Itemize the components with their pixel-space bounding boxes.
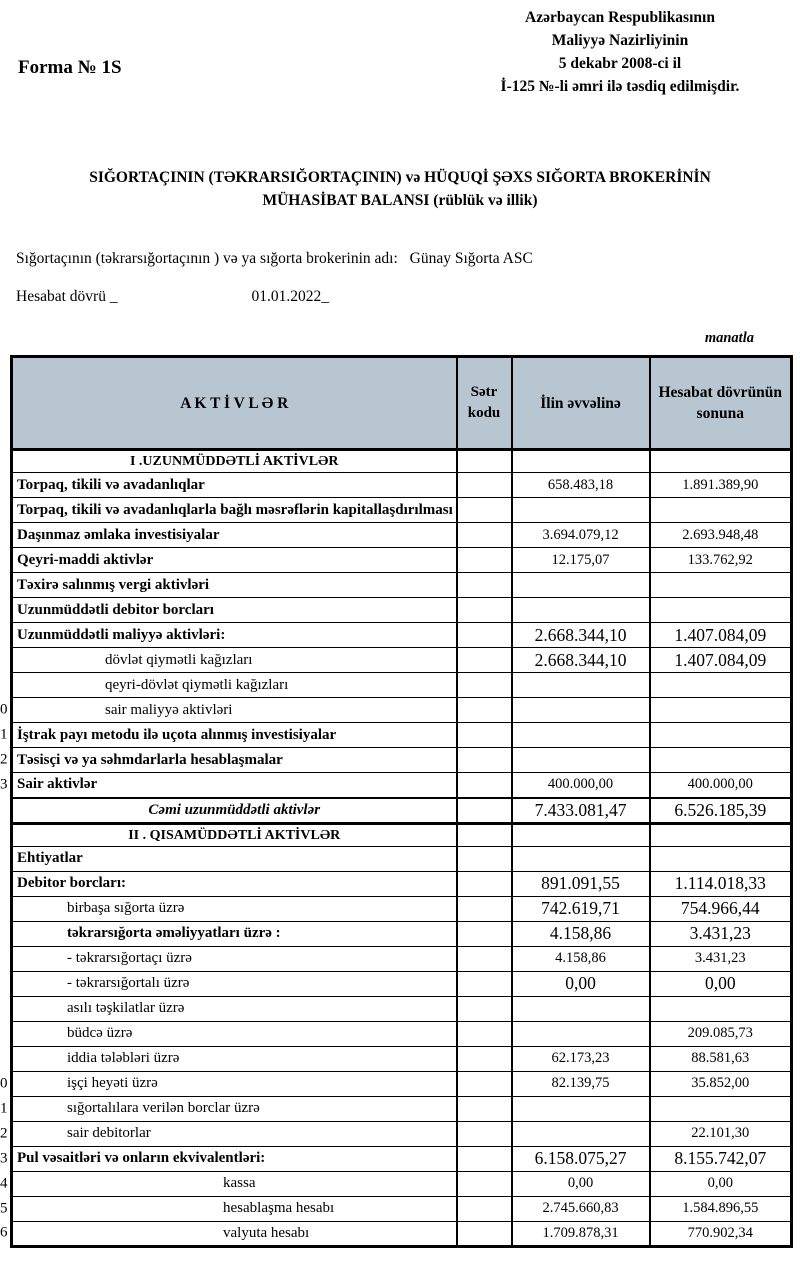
asset-label: sair debitorlar [67,1125,151,1141]
row-code-cell [457,1221,512,1246]
approval-line: İ-125 №-li əmri ilə təsdiq edilmişdir. [500,78,740,95]
value-end-cell [650,723,792,748]
asset-label-cell [12,823,457,846]
asset-label-cell [0,1071,457,1096]
approval-block [442,6,798,98]
row-code-cell [457,846,512,871]
value-end-cell: 0,00 [650,971,792,996]
asset-label: Pul vəsaitləri və onların ekvivalentləri: [17,1150,266,1166]
row-code-cell [457,1021,512,1046]
cutoff-row-number: 5 [0,1200,8,1216]
company-label: Sığortaçının (təkrarsığortaçının ) və ya sığorta brokerinin adı: [16,250,398,267]
asset-label: təkrarsığorta əməliyyatları üzrə : [67,925,281,941]
asset-label: sığortalılara verilən borclar üzrə [67,1100,260,1116]
row-code-cell [457,548,512,573]
asset-label: valyuta hesabı [223,1224,310,1241]
value-end-cell: 6.526.185,39 [650,798,792,824]
asset-row [12,1121,792,1146]
asset-row [12,548,792,573]
asset-row [12,573,792,598]
asset-row [12,1221,792,1246]
asset-row [12,1071,792,1096]
value-beginning-cell [512,1021,650,1046]
value-beginning-cell [512,1121,650,1146]
asset-label-cell [12,996,457,1021]
cutoff-row-number: 2 [0,751,8,768]
value-end-cell [650,498,792,523]
asset-row [12,996,792,1021]
asset-label-cell [12,921,457,946]
balance-table [0,355,793,1248]
value-beginning-cell [512,996,650,1021]
asset-row [12,971,792,996]
cutoff-row-number: 0 [0,1075,8,1091]
asset-label-cell [12,648,457,673]
value-end-cell: 133.762,92 [650,548,792,573]
value-end-cell: 754.966,44 [650,896,792,921]
value-end-cell: 209.085,73 [650,1021,792,1046]
approval-line: Maliyyə Nazirliyinin [551,32,689,49]
cutoff-row-number: 6 [0,1224,8,1241]
cutoff-row-number: 3 [0,1150,8,1166]
document-title [0,166,800,212]
row-code-cell [457,1071,512,1096]
asset-row [12,698,792,723]
asset-label: asılı təşkilatlar üzrə [67,1000,185,1016]
asset-label: Uzunmüddətli maliyyə aktivləri: [17,626,226,643]
row-code-cell [457,871,512,896]
value-end-cell [650,598,792,623]
asset-label-cell [12,846,457,871]
company-name: Günay Sığorta ASC [409,250,533,267]
asset-label: Sair aktivlər [17,776,98,793]
row-code-cell [457,1171,512,1196]
asset-row [12,723,792,748]
asset-row [12,473,792,498]
asset-row [12,648,792,673]
asset-label: dövlət qiymətli kağızları [105,651,253,668]
row-code-cell [457,996,512,1021]
value-end-cell: 1.114.018,33 [650,871,792,896]
value-beginning-cell: 658.483,18 [512,473,650,498]
document-title-line2: MÜHASİBAT BALANSI (rüblük və illik) [262,192,538,209]
value-end-cell: 3.431,23 [650,921,792,946]
asset-row [12,673,792,698]
row-code-cell [457,1046,512,1071]
row-code-cell [457,598,512,623]
asset-label-cell [12,871,457,896]
asset-label: I .UZUNMÜDDƏTLİ AKTİVLƏR [129,454,339,469]
asset-label: büdcə üzrə [67,1025,133,1041]
row-code-cell [457,971,512,996]
row-code-cell [457,748,512,773]
value-beginning-cell: 62.173,23 [512,1046,650,1071]
asset-label-cell [0,1146,457,1171]
row-code-cell [457,1196,512,1221]
value-beginning-cell: 2.668.344,10 [512,623,650,648]
asset-label: Təxirə salınmış vergi aktivləri [17,576,210,593]
value-end-cell: 22.101,30 [650,1121,792,1146]
row-code-cell [457,673,512,698]
asset-label-cell [0,773,457,798]
row-code-cell [457,1121,512,1146]
section-header-row [12,450,792,473]
asset-row [12,846,792,871]
period-line [16,288,329,306]
asset-label-cell [12,498,457,523]
value-beginning-cell: 0,00 [512,1171,650,1196]
value-beginning-cell [512,450,650,473]
value-beginning-cell [512,698,650,723]
value-beginning-cell: 4.158,86 [512,946,650,971]
value-end-cell: 1.407.084,09 [650,648,792,673]
value-beginning-cell: 2.668.344,10 [512,648,650,673]
value-beginning-cell [512,748,650,773]
value-beginning-cell: 82.139,75 [512,1071,650,1096]
value-beginning-cell [512,673,650,698]
asset-label-cell [12,548,457,573]
value-end-cell: 400.000,00 [650,773,792,798]
value-beginning-cell [512,498,650,523]
value-beginning-cell: 4.158,86 [512,921,650,946]
asset-row [12,1146,792,1171]
column-header-assets: A K T İ V L Ə R [12,357,457,450]
row-code-cell [457,896,512,921]
asset-label-cell [12,473,457,498]
value-end-cell: 35.852,00 [650,1071,792,1096]
value-end-cell [650,698,792,723]
row-code-cell [457,450,512,473]
row-code-cell [457,473,512,498]
asset-label-cell [12,623,457,648]
asset-label-cell [0,748,457,773]
value-end-cell [650,823,792,846]
asset-label-cell [0,1096,457,1121]
asset-label-cell [12,946,457,971]
row-code-cell [457,723,512,748]
asset-label-cell [12,1021,457,1046]
asset-label-cell [12,798,457,824]
column-header-end: Hesabat dövrünün sonuna [650,357,792,450]
asset-label: - təkrarsığortalı üzrə [67,975,190,991]
row-code-cell [457,648,512,673]
asset-label-cell [0,698,457,723]
row-code-cell [457,698,512,723]
value-end-cell [650,748,792,773]
asset-label: kassa [223,1175,256,1191]
row-code-cell [457,823,512,846]
asset-row [12,946,792,971]
value-end-cell: 1.891.389,90 [650,473,792,498]
document-title-line1: SIĞORTAÇININ (TƏKRARSIĞORTAÇININ) və HÜQUQİ ŞƏXS SIĞORTA BROKERİNİN [89,169,711,186]
value-beginning-cell: 0,00 [512,971,650,996]
value-beginning-cell: 742.619,71 [512,896,650,921]
row-code-cell [457,1096,512,1121]
asset-row [12,598,792,623]
value-beginning-cell [512,598,650,623]
value-end-cell: 2.693.948,48 [650,523,792,548]
form-number-label: Forma № 1S [18,57,122,78]
asset-row [12,1021,792,1046]
total-row [12,798,792,824]
value-beginning-cell [512,573,650,598]
asset-label: Debitor borcları: [17,875,127,891]
asset-label: Cəmi uzunmüddətli aktivlər [148,801,321,818]
asset-row [12,1196,792,1221]
value-end-cell [650,573,792,598]
asset-label-cell [12,450,457,473]
value-beginning-cell [512,823,650,846]
asset-row [12,773,792,798]
asset-label: Torpaq, tikili və avadanlıqlar [17,476,205,493]
asset-row [12,1171,792,1196]
asset-row [12,523,792,548]
asset-label: sair maliyyə aktivləri [105,701,233,718]
asset-label-cell [0,723,457,748]
asset-label-cell [12,1046,457,1071]
value-beginning-cell: 12.175,07 [512,548,650,573]
currency-note: manatla [704,330,754,346]
asset-label: İştrak payı metodu ilə uçota alınmış investisiyalar [17,726,337,743]
value-beginning-cell: 7.433.081,47 [512,798,650,824]
cutoff-row-number: 4 [0,1175,8,1191]
row-code-cell [457,798,512,824]
row-code-cell [457,921,512,946]
asset-label-cell [12,523,457,548]
asset-label: Uzunmüddətli debitor borcları [17,601,214,618]
value-beginning-cell [512,846,650,871]
row-code-cell [457,573,512,598]
asset-row [12,748,792,773]
value-beginning-cell: 2.745.660,83 [512,1196,650,1221]
value-end-cell: 88.581,63 [650,1046,792,1071]
asset-label: Daşınmaz əmlaka investisiyalar [17,526,220,543]
asset-row [12,1046,792,1071]
asset-row [12,921,792,946]
value-beginning-cell: 891.091,55 [512,871,650,896]
asset-label: Ehtiyatlar [17,850,83,866]
asset-row [12,498,792,523]
cutoff-row-number: 0 [0,701,8,718]
asset-label: birbaşa sığorta üzrə [67,900,185,916]
asset-label: - təkrarsığortaçı üzrə [67,950,192,966]
value-end-cell [650,450,792,473]
company-line [16,250,533,268]
asset-row [12,623,792,648]
asset-label-cell [0,1171,457,1196]
value-end-cell: 8.155.742,07 [650,1146,792,1171]
asset-label-cell [12,971,457,996]
asset-label: Qeyri-maddi aktivlər [17,551,154,568]
value-end-cell: 1.407.084,09 [650,623,792,648]
value-end-cell [650,673,792,698]
period-label: Hesabat dövrü _ [16,288,118,305]
asset-row [12,896,792,921]
approval-line: 5 dekabr 2008-ci il [558,55,682,72]
asset-label: Təsisçi və ya səhmdarlarla hesablaşmalar [17,751,283,768]
row-code-cell [457,523,512,548]
asset-label-cell [0,1121,457,1146]
asset-label: Torpaq, tikili və avadanlıqlarla bağlı məsrəflərin kapitallaşdırılması [17,501,453,518]
asset-label: iddia tələbləri üzrə [67,1050,180,1066]
asset-label: qeyri-dövlət qiymətli kağızları [105,676,289,693]
asset-label: işçi heyəti üzrə [67,1075,158,1091]
value-beginning-cell: 400.000,00 [512,773,650,798]
asset-label: hesablaşma hesabı [223,1200,335,1216]
approval-line: Azərbaycan Respublikasının [525,9,715,26]
row-code-cell [457,498,512,523]
asset-label-cell [0,1196,457,1221]
value-beginning-cell [512,1096,650,1121]
value-end-cell: 3.431,23 [650,946,792,971]
row-code-cell [457,773,512,798]
value-beginning-cell: 1.709.878,31 [512,1221,650,1246]
value-beginning-cell: 3.694.079,12 [512,523,650,548]
asset-label-cell [12,896,457,921]
cutoff-row-number: 3 [0,776,8,793]
column-header-beginning: İlin əvvəlinə [512,357,650,450]
row-code-cell [457,946,512,971]
value-end-cell [650,1096,792,1121]
asset-label-cell [12,598,457,623]
value-end-cell: 0,00 [650,1171,792,1196]
balance-table-body [0,450,792,1247]
asset-label-cell [12,673,457,698]
cutoff-row-number: 1 [0,1100,8,1116]
asset-label: II . QISAMÜDDƏTLİ AKTİVLƏR [128,827,341,843]
row-code-cell [457,1146,512,1171]
balance-table-header [12,357,792,450]
asset-row [12,1096,792,1121]
cutoff-row-number: 1 [0,726,8,743]
value-end-cell: 770.902,34 [650,1221,792,1246]
section-header-row [12,823,792,846]
column-header-row-code: Sətr kodu [457,357,512,450]
asset-label-cell [0,1221,457,1246]
period-value: 01.01.2022_ [251,288,329,305]
asset-row [12,871,792,896]
asset-label-cell [12,573,457,598]
cutoff-row-number: 2 [0,1125,8,1141]
value-end-cell [650,846,792,871]
row-code-cell [457,623,512,648]
value-end-cell [650,996,792,1021]
value-end-cell: 1.584.896,55 [650,1196,792,1221]
value-beginning-cell [512,723,650,748]
value-beginning-cell: 6.158.075,27 [512,1146,650,1171]
